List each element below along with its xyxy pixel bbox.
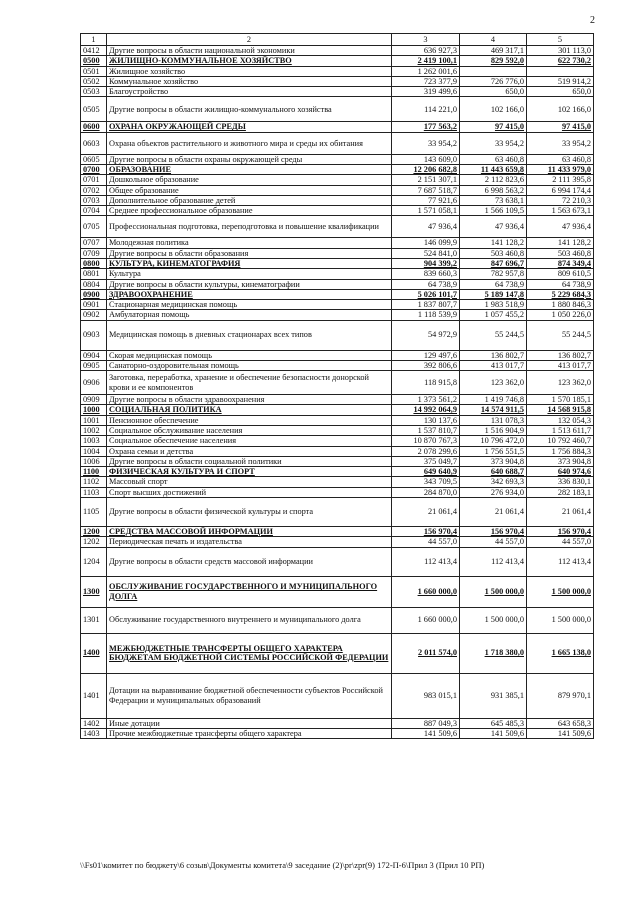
row-value-col3: 904 399,2: [392, 258, 460, 268]
row-value-col3: 1 118 539,9: [392, 310, 460, 320]
row-value-col4: 726 776,0: [460, 76, 527, 86]
row-value-col3: 723 377,9: [392, 76, 460, 86]
row-name: Периодическая печать и издательства: [107, 537, 392, 547]
row-value-col3: 114 221,0: [392, 97, 460, 122]
row-name: СОЦИАЛЬНАЯ ПОЛИТИКА: [107, 405, 392, 415]
row-value-col5: 1 563 673,1: [527, 206, 594, 216]
row-value-col5: 1 665 138,0: [527, 633, 594, 673]
row-value-col5: 141 509,6: [527, 728, 594, 738]
row-name: Социальное обслуживание населения: [107, 426, 392, 436]
table-row: [81, 547, 594, 576]
row-code: 1100: [81, 467, 107, 477]
row-value-col5: 5 229 684,3: [527, 289, 594, 299]
row-name: Скорая медицинская помощь: [107, 350, 392, 360]
row-value-col5: 141 128,2: [527, 238, 594, 248]
row-value-col3: 141 509,6: [392, 728, 460, 738]
row-value-col5: 14 568 915,8: [527, 405, 594, 415]
row-value-col3: 44 557,0: [392, 537, 460, 547]
row-value-col5: 1 050 226,0: [527, 310, 594, 320]
row-name: ОХРАНА ОКРУЖАЮЩЕЙ СРЕДЫ: [107, 122, 392, 132]
row-name: МЕЖБЮДЖЕТНЫЕ ТРАНСФЕРТЫ ОБЩЕГО ХАРАКТЕРА БЮДЖЕТАМ БЮДЖЕТНОЙ СИСТЕМЫ РОССИЙСКОЙ ФЕДЕРАЦИИ: [107, 633, 392, 673]
table-row: [81, 289, 594, 299]
table-row: [81, 467, 594, 477]
row-value-col4: 73 638,1: [460, 195, 527, 205]
row-code: 0704: [81, 206, 107, 216]
row-code: 0709: [81, 248, 107, 258]
row-name: ОБСЛУЖИВАНИЕ ГОСУДАРСТВЕННОГО И МУНИЦИПАЛЬНОГО ДОЛГА: [107, 576, 392, 607]
row-value-col4: 136 802,7: [460, 350, 527, 360]
row-name: Другие вопросы в области охраны окружающей среды: [107, 154, 392, 164]
table-row: [81, 320, 594, 350]
row-value-col3: 5 026 101,7: [392, 289, 460, 299]
row-value-col4: 97 415,0: [460, 122, 527, 132]
row-code: 0600: [81, 122, 107, 132]
row-value-col4: 1 718 380,0: [460, 633, 527, 673]
row-value-col4: 650,0: [460, 87, 527, 97]
table-row: [81, 310, 594, 320]
row-name: Охрана объектов растительного и животного мира и среды их обитания: [107, 132, 392, 154]
row-code: 0707: [81, 238, 107, 248]
row-code: 1000: [81, 405, 107, 415]
row-name: ЖИЛИЩНО-КОММУНАЛЬНОЕ ХОЗЯЙСТВО: [107, 56, 392, 66]
row-value-col3: 649 640,9: [392, 467, 460, 477]
row-value-col4: 1 516 904,9: [460, 426, 527, 436]
row-code: 0501: [81, 66, 107, 76]
row-value-col3: 1 837 807,7: [392, 300, 460, 310]
row-code: 0701: [81, 175, 107, 185]
row-code: 0906: [81, 371, 107, 395]
table-row: [81, 122, 594, 132]
row-value-col3: 21 061,4: [392, 498, 460, 527]
row-name: Жилищное хозяйство: [107, 66, 392, 76]
row-name: Другие вопросы в области физической культуры и спорта: [107, 498, 392, 527]
row-value-col3: 636 927,3: [392, 46, 460, 56]
row-name: Пенсионное обеспечение: [107, 415, 392, 425]
table-row: [81, 154, 594, 164]
row-value-col3: 146 099,9: [392, 238, 460, 248]
row-value-col5: 373 904,8: [527, 456, 594, 466]
row-value-col3: 54 972,9: [392, 320, 460, 350]
row-value-col3: 118 915,8: [392, 371, 460, 395]
row-name: Дотации на выравнивание бюджетной обеспеченности субъектов Российской Федерации и муниципальных образований: [107, 673, 392, 718]
row-name: Среднее профессиональное образование: [107, 206, 392, 216]
row-name: Другие вопросы в области культуры, кинематографии: [107, 279, 392, 289]
column-header-2: 2: [107, 34, 392, 46]
table-row: [81, 673, 594, 718]
row-value-col5: 47 936,4: [527, 216, 594, 238]
table-row: [81, 498, 594, 527]
table-row: [81, 350, 594, 360]
row-value-col4: 63 460,8: [460, 154, 527, 164]
row-name: Социальное обеспечение населения: [107, 436, 392, 446]
row-value-col5: 72 210,3: [527, 195, 594, 205]
row-value-col3: 887 049,3: [392, 718, 460, 728]
row-name: Охрана семьи и детства: [107, 446, 392, 456]
row-value-col5: 63 460,8: [527, 154, 594, 164]
table-row: [81, 279, 594, 289]
row-value-col4: 11 443 659,8: [460, 164, 527, 174]
row-code: 1002: [81, 426, 107, 436]
row-name: Профессиональная подготовка, переподготовка и повышение квалификации: [107, 216, 392, 238]
row-value-col5: 33 954,2: [527, 132, 594, 154]
row-value-col5: 413 017,7: [527, 360, 594, 370]
row-code: 0804: [81, 279, 107, 289]
row-value-col5: 10 792 460,7: [527, 436, 594, 446]
row-value-col5: 519 914,2: [527, 76, 594, 86]
row-code: 1103: [81, 487, 107, 497]
row-name: Общее образование: [107, 185, 392, 195]
row-value-col3: 1 262 001,6: [392, 66, 460, 76]
row-name: Благоустройство: [107, 87, 392, 97]
table-row: [81, 175, 594, 185]
row-name: Обслуживание государственного внутреннего и муниципального долга: [107, 607, 392, 633]
row-value-col4: 931 385,1: [460, 673, 527, 718]
table-row: [81, 238, 594, 248]
row-code: 0603: [81, 132, 107, 154]
column-header-4: 4: [460, 34, 527, 46]
row-code: 0901: [81, 300, 107, 310]
row-name: ЗДРАВООХРАНЕНИЕ: [107, 289, 392, 299]
row-value-col5: 21 061,4: [527, 498, 594, 527]
row-value-col4: 55 244,5: [460, 320, 527, 350]
row-value-col3: 319 499,6: [392, 87, 460, 97]
row-code: 0503: [81, 87, 107, 97]
budget-table: [80, 33, 594, 739]
row-value-col5: 123 362,0: [527, 371, 594, 395]
row-value-col5: 622 730,2: [527, 56, 594, 66]
row-value-col5: 503 460,8: [527, 248, 594, 258]
row-code: 0905: [81, 360, 107, 370]
row-value-col4: 1 983 518,9: [460, 300, 527, 310]
row-value-col4: 112 413,4: [460, 547, 527, 576]
table-row: [81, 185, 594, 195]
row-code: 1105: [81, 498, 107, 527]
row-value-col4: 44 557,0: [460, 537, 527, 547]
row-value-col3: 130 137,6: [392, 415, 460, 425]
row-name: Массовый спорт: [107, 477, 392, 487]
table-header-row: [81, 34, 594, 46]
table-row: [81, 728, 594, 738]
row-value-col5: 97 415,0: [527, 122, 594, 132]
row-name: Медицинская помощь в дневных стационарах всех типов: [107, 320, 392, 350]
table-row: [81, 527, 594, 537]
row-code: 1001: [81, 415, 107, 425]
row-value-col4: 21 061,4: [460, 498, 527, 527]
row-value-col3: 1 660 000,0: [392, 607, 460, 633]
row-code: 0800: [81, 258, 107, 268]
row-value-col3: 177 563,2: [392, 122, 460, 132]
row-value-col4: 102 166,0: [460, 97, 527, 122]
row-value-col3: 156 970,4: [392, 527, 460, 537]
row-value-col5: [527, 66, 594, 76]
column-header-5: 5: [527, 34, 594, 46]
row-value-col3: 1 571 058,1: [392, 206, 460, 216]
row-value-col3: 7 687 518,7: [392, 185, 460, 195]
row-name: Иные дотации: [107, 718, 392, 728]
row-value-col4: 782 957,8: [460, 269, 527, 279]
table-row: [81, 395, 594, 405]
row-code: 0502: [81, 76, 107, 86]
row-value-col4: 156 970,4: [460, 527, 527, 537]
row-name: Коммунальное хозяйство: [107, 76, 392, 86]
row-value-col3: 33 954,2: [392, 132, 460, 154]
table-body: [81, 46, 594, 739]
row-value-col5: 650,0: [527, 87, 594, 97]
row-code: 1200: [81, 527, 107, 537]
row-code: 0500: [81, 56, 107, 66]
row-value-col5: 6 994 174,4: [527, 185, 594, 195]
row-value-col3: 129 497,6: [392, 350, 460, 360]
row-value-col4: 2 112 823,6: [460, 175, 527, 185]
table-row: [81, 66, 594, 76]
row-value-col5: 1 570 185,1: [527, 395, 594, 405]
row-name: ФИЗИЧЕСКАЯ КУЛЬТУРА И СПОРТ: [107, 467, 392, 477]
row-code: 1204: [81, 547, 107, 576]
row-code: 0705: [81, 216, 107, 238]
row-code: 0702: [81, 185, 107, 195]
row-value-col4: 640 688,7: [460, 467, 527, 477]
table-row: [81, 164, 594, 174]
table-row: [81, 269, 594, 279]
row-value-col4: 847 696,7: [460, 258, 527, 268]
column-header-1: 1: [81, 34, 107, 46]
table-row: [81, 426, 594, 436]
row-value-col4: 469 317,1: [460, 46, 527, 56]
row-name: Дошкольное образование: [107, 175, 392, 185]
row-value-col3: 1 660 000,0: [392, 576, 460, 607]
row-value-col3: 983 015,1: [392, 673, 460, 718]
row-code: 1004: [81, 446, 107, 456]
row-value-col5: 11 433 979,0: [527, 164, 594, 174]
row-name: Другие вопросы в области здравоохранения: [107, 395, 392, 405]
row-value-col3: 2 419 100,1: [392, 56, 460, 66]
row-name: СРЕДСТВА МАССОВОЙ ИНФОРМАЦИИ: [107, 527, 392, 537]
row-code: 0412: [81, 46, 107, 56]
row-value-col5: 874 349,4: [527, 258, 594, 268]
row-code: 0900: [81, 289, 107, 299]
row-code: 1400: [81, 633, 107, 673]
table-row: [81, 456, 594, 466]
row-value-col4: 1 500 000,0: [460, 607, 527, 633]
row-value-col5: 1 500 000,0: [527, 607, 594, 633]
row-value-col4: 131 078,3: [460, 415, 527, 425]
row-value-col3: 2 078 299,6: [392, 446, 460, 456]
table-row: [81, 97, 594, 122]
row-value-col5: 64 738,9: [527, 279, 594, 289]
row-value-col3: 1 537 810,7: [392, 426, 460, 436]
row-value-col3: 343 709,5: [392, 477, 460, 487]
table-row: [81, 576, 594, 607]
table-row: [81, 300, 594, 310]
row-code: 1403: [81, 728, 107, 738]
row-value-col4: 64 738,9: [460, 279, 527, 289]
row-name: Санаторно-оздоровительная помощь: [107, 360, 392, 370]
row-value-col4: 1 057 455,2: [460, 310, 527, 320]
row-name: Другие вопросы в области образования: [107, 248, 392, 258]
row-value-col5: 1 880 846,3: [527, 300, 594, 310]
row-name: Другие вопросы в области национальной экономики: [107, 46, 392, 56]
row-value-col5: 1 756 884,3: [527, 446, 594, 456]
row-code: 0505: [81, 97, 107, 122]
table-row: [81, 216, 594, 238]
row-value-col5: 44 557,0: [527, 537, 594, 547]
row-value-col4: 10 796 472,0: [460, 436, 527, 446]
row-code: 0904: [81, 350, 107, 360]
row-value-col5: 643 658,3: [527, 718, 594, 728]
row-code: 0801: [81, 269, 107, 279]
row-value-col3: 2 011 574,0: [392, 633, 460, 673]
row-value-col4: 413 017,7: [460, 360, 527, 370]
row-value-col4: 645 485,3: [460, 718, 527, 728]
row-value-col4: [460, 66, 527, 76]
table-row: [81, 360, 594, 370]
row-value-col5: 809 610,5: [527, 269, 594, 279]
row-value-col3: 839 660,3: [392, 269, 460, 279]
row-value-col5: 640 974,6: [527, 467, 594, 477]
row-name: Дополнительное образование детей: [107, 195, 392, 205]
table-row: [81, 436, 594, 446]
table-row: [81, 633, 594, 673]
row-name: ОБРАЗОВАНИЕ: [107, 164, 392, 174]
table-row: [81, 446, 594, 456]
row-code: 0605: [81, 154, 107, 164]
table-row: [81, 258, 594, 268]
row-name: Другие вопросы в области социальной политики: [107, 456, 392, 466]
table-row: [81, 537, 594, 547]
row-value-col4: 141 128,2: [460, 238, 527, 248]
row-value-col3: 77 921,6: [392, 195, 460, 205]
row-value-col3: 1 373 561,2: [392, 395, 460, 405]
row-name: Заготовка, переработка, хранение и обеспечение безопасности донорской крови и ее компонентов: [107, 371, 392, 395]
table-row: [81, 132, 594, 154]
row-value-col3: 112 413,4: [392, 547, 460, 576]
row-name: Стационарная медицинская помощь: [107, 300, 392, 310]
table-row: [81, 87, 594, 97]
table-row: [81, 607, 594, 633]
row-name: КУЛЬТУРА, КИНЕМАТОГРАФИЯ: [107, 258, 392, 268]
row-value-col3: 14 992 064,9: [392, 405, 460, 415]
row-value-col4: 33 954,2: [460, 132, 527, 154]
row-value-col4: 1 419 746,8: [460, 395, 527, 405]
table-row: [81, 56, 594, 66]
row-value-col5: 301 113,0: [527, 46, 594, 56]
row-value-col3: 143 609,0: [392, 154, 460, 164]
row-name: Молодежная политика: [107, 238, 392, 248]
row-value-col4: 503 460,8: [460, 248, 527, 258]
row-name: Другие вопросы в области средств массовой информации: [107, 547, 392, 576]
column-header-3: 3: [392, 34, 460, 46]
table-row: [81, 718, 594, 728]
row-value-col3: 284 870,0: [392, 487, 460, 497]
row-value-col5: 136 802,7: [527, 350, 594, 360]
row-value-col5: 102 166,0: [527, 97, 594, 122]
row-value-col3: 375 049,7: [392, 456, 460, 466]
row-value-col3: 524 841,0: [392, 248, 460, 258]
row-value-col5: 282 183,1: [527, 487, 594, 497]
row-value-col4: 342 693,3: [460, 477, 527, 487]
row-code: 1401: [81, 673, 107, 718]
row-value-col4: 47 936,4: [460, 216, 527, 238]
row-value-col3: 12 206 682,8: [392, 164, 460, 174]
row-value-col5: 2 111 395,8: [527, 175, 594, 185]
row-value-col5: 1 500 000,0: [527, 576, 594, 607]
row-value-col3: 2 151 307,1: [392, 175, 460, 185]
row-value-col3: 47 936,4: [392, 216, 460, 238]
row-value-col4: 829 592,0: [460, 56, 527, 66]
table-row: [81, 477, 594, 487]
row-value-col4: 1 566 109,5: [460, 206, 527, 216]
row-value-col5: 336 830,1: [527, 477, 594, 487]
row-code: 1301: [81, 607, 107, 633]
row-value-col4: 141 509,6: [460, 728, 527, 738]
table-row: [81, 415, 594, 425]
row-code: 1300: [81, 576, 107, 607]
table-row: [81, 248, 594, 258]
row-value-col4: 1 756 551,5: [460, 446, 527, 456]
row-name: Амбулаторная помощь: [107, 310, 392, 320]
row-value-col4: 123 362,0: [460, 371, 527, 395]
row-code: 1102: [81, 477, 107, 487]
row-code: 0909: [81, 395, 107, 405]
row-value-col3: 64 738,9: [392, 279, 460, 289]
row-value-col3: 10 870 767,3: [392, 436, 460, 446]
table-row: [81, 371, 594, 395]
row-code: 0902: [81, 310, 107, 320]
row-code: 0700: [81, 164, 107, 174]
row-value-col5: 112 413,4: [527, 547, 594, 576]
row-code: 1402: [81, 718, 107, 728]
table-row: [81, 46, 594, 56]
row-value-col4: 373 904,8: [460, 456, 527, 466]
footer-file-path: \\Fs01\комитет по бюджету\6 созыв\Документы комитета\9 заседание (2)\pr\zpr(9) 172-П-6\Прил 3 (Прил 10 РП): [80, 860, 485, 870]
row-value-col4: 276 934,0: [460, 487, 527, 497]
table-row: [81, 487, 594, 497]
table-row: [81, 76, 594, 86]
row-value-col4: 1 500 000,0: [460, 576, 527, 607]
row-code: 0703: [81, 195, 107, 205]
row-name: Спорт высших достижений: [107, 487, 392, 497]
row-value-col4: 14 574 911,5: [460, 405, 527, 415]
row-value-col5: 55 244,5: [527, 320, 594, 350]
row-value-col5: 879 970,1: [527, 673, 594, 718]
row-value-col4: 5 189 147,8: [460, 289, 527, 299]
row-value-col3: 392 806,6: [392, 360, 460, 370]
row-name: Культура: [107, 269, 392, 279]
row-value-col5: 1 513 611,7: [527, 426, 594, 436]
page-number: 2: [590, 15, 595, 26]
row-code: 1202: [81, 537, 107, 547]
row-value-col5: 156 970,4: [527, 527, 594, 537]
row-name: Прочие межбюджетные трансферты общего характера: [107, 728, 392, 738]
table-row: [81, 405, 594, 415]
table-row: [81, 206, 594, 216]
row-value-col5: 132 054,3: [527, 415, 594, 425]
row-code: 0903: [81, 320, 107, 350]
row-code: 1003: [81, 436, 107, 446]
row-code: 1006: [81, 456, 107, 466]
table-row: [81, 195, 594, 205]
row-value-col4: 6 998 563,2: [460, 185, 527, 195]
row-name: Другие вопросы в области жилищно-коммунального хозяйства: [107, 97, 392, 122]
